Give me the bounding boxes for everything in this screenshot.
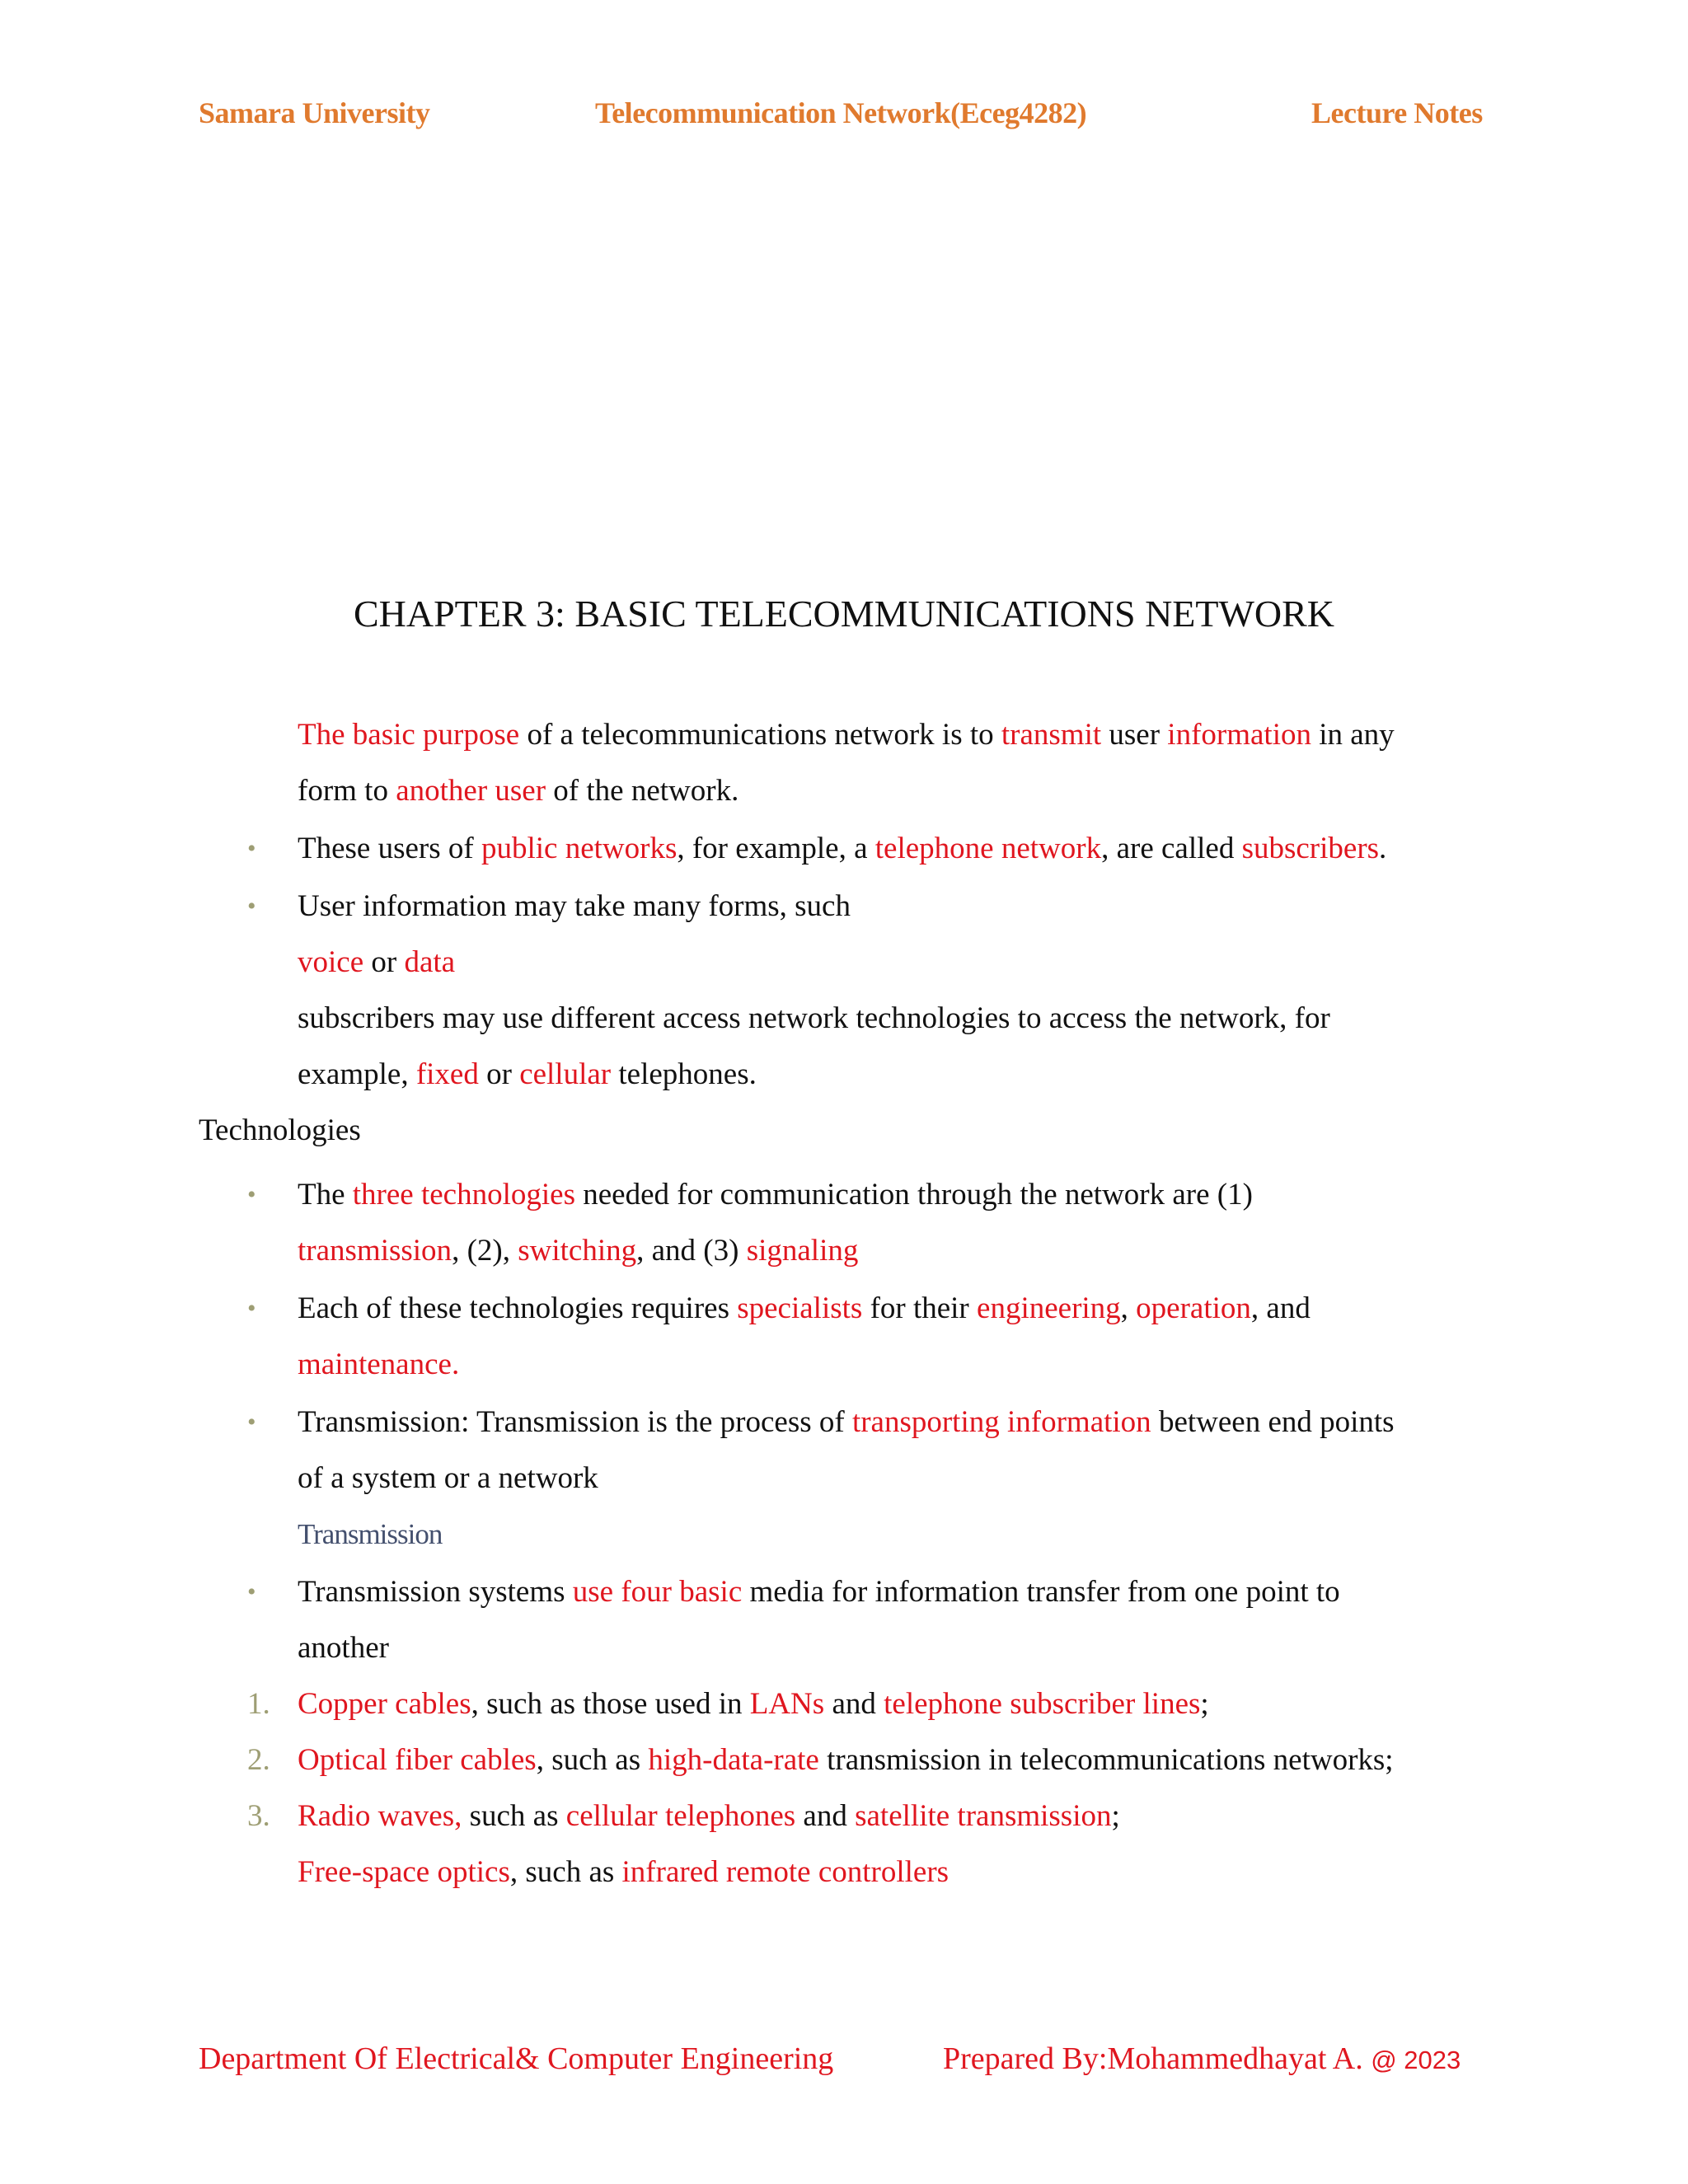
- highlight-text: signaling: [746, 1234, 859, 1268]
- body-text: , and: [1250, 1291, 1311, 1325]
- body-text: between end points: [1151, 1405, 1395, 1439]
- bullet-marker: •: [247, 1181, 256, 1208]
- body-text: or: [363, 945, 405, 979]
- body-text: and: [824, 1687, 884, 1721]
- body-text: of a telecommunications network is to: [519, 718, 1001, 752]
- highlight-text: telephone subscriber lines: [884, 1687, 1201, 1721]
- body-text: needed for communication through the network are (1): [574, 1178, 1253, 1212]
- bullet-marker: •: [247, 835, 256, 862]
- list-number: 1.: [247, 1687, 270, 1721]
- paragraph-line: subscribers may use different access network technologies to access the network, for: [298, 1001, 1330, 1035]
- highlight-text: specialists: [737, 1291, 863, 1325]
- highlight-text: another user: [396, 774, 546, 808]
- body-text: ;: [1200, 1687, 1209, 1721]
- body-text: such as: [462, 1799, 566, 1833]
- body-text: form to: [298, 774, 396, 808]
- paragraph-line: [298, 1231, 858, 1271]
- highlight-text: switching: [518, 1234, 637, 1268]
- paragraph-line: of a system or a network: [298, 1461, 598, 1495]
- body-text: ;: [1111, 1799, 1120, 1833]
- list-item: [298, 1741, 1394, 1780]
- body-text: The: [298, 1178, 353, 1212]
- paragraph-line: [298, 1055, 757, 1094]
- body-text: of the network.: [546, 774, 739, 808]
- list-number: 3.: [247, 1799, 270, 1833]
- highlight-text: Optical fiber cables: [298, 1743, 537, 1777]
- body-text: media for information transfer from one point to: [742, 1575, 1340, 1609]
- highlight-text: public networks: [481, 832, 678, 865]
- body-text: for their: [862, 1291, 978, 1325]
- highlight-text: information: [1167, 718, 1311, 752]
- paragraph-line: [298, 943, 455, 982]
- body-text: , are called: [1101, 832, 1242, 865]
- highlight-text: operation: [1136, 1291, 1251, 1325]
- highlight-text: voice: [298, 945, 364, 979]
- footer-prepared-by: Prepared By:Mohammedhayat A.: [943, 2041, 1363, 2076]
- bullet-marker: •: [247, 1578, 256, 1605]
- body-text: in any: [1311, 718, 1395, 752]
- body-text: , for example, a: [677, 832, 875, 865]
- body-text: These users of: [298, 832, 481, 865]
- body-text: , such as: [536, 1743, 649, 1777]
- bullet-marker: •: [247, 1295, 256, 1322]
- list-number: 2.: [247, 1743, 270, 1777]
- body-text: telephones.: [611, 1057, 757, 1091]
- body-text: .: [1379, 832, 1387, 865]
- list-item: [298, 1685, 1209, 1724]
- header-course: Telecommunication Network(Eceg4282): [595, 96, 1087, 129]
- highlight-text: Radio waves,: [298, 1799, 462, 1833]
- header-lecture-notes: Lecture Notes: [1311, 96, 1483, 129]
- header-university: Samara University: [199, 96, 430, 129]
- highlight-text: cellular telephones: [565, 1799, 796, 1833]
- highlight-text: data: [404, 945, 456, 979]
- paragraph-line: another: [298, 1631, 389, 1665]
- body-text: example,: [298, 1057, 416, 1091]
- footer-year: @ 2023: [1371, 2046, 1461, 2074]
- bullet-marker: •: [247, 1408, 256, 1436]
- highlight-text: three technologies: [352, 1178, 575, 1212]
- body-text: transmission in telecommunications networks;: [818, 1743, 1394, 1777]
- highlight-text: The basic purpose: [298, 718, 520, 752]
- highlight-text: fixed: [415, 1057, 479, 1091]
- bullet-item: [298, 1289, 1311, 1329]
- highlight-text: high-data-rate: [648, 1743, 819, 1777]
- highlight-text: cellular: [519, 1057, 612, 1091]
- chapter-title: CHAPTER 3: BASIC TELECOMMUNICATIONS NETWORK: [353, 593, 1335, 635]
- footer-department: Department Of Electrical& Computer Engineering: [199, 2041, 834, 2076]
- body-text: and: [795, 1799, 856, 1833]
- body-text: Transmission: Transmission is the process of: [298, 1405, 852, 1439]
- paragraph-line: [298, 771, 738, 811]
- body-text: Transmission systems: [298, 1575, 573, 1609]
- bullet-marker: •: [247, 893, 256, 920]
- highlight-text: use four basic: [572, 1575, 743, 1609]
- body-text: Each of these technologies requires: [298, 1291, 738, 1325]
- section-heading-technologies: Technologies: [199, 1113, 361, 1147]
- bullet-item: [298, 1403, 1395, 1442]
- highlight-text: transporting information: [851, 1405, 1151, 1439]
- list-item: [298, 1797, 1120, 1836]
- subheading-transmission: Transmission: [298, 1518, 443, 1550]
- highlight-text: satellite transmission: [855, 1799, 1112, 1833]
- highlight-text: LANs: [749, 1687, 825, 1721]
- body-text: , such as those used in: [471, 1687, 750, 1721]
- body-text: , and (3): [636, 1234, 747, 1268]
- body-text: user: [1101, 718, 1168, 752]
- footer-author: [943, 2041, 1461, 2077]
- highlight-text: engineering: [977, 1291, 1121, 1325]
- highlight-text: transmission: [298, 1234, 452, 1268]
- bullet-item: User information may take many forms, such: [298, 889, 851, 923]
- highlight-text: Free-space optics: [298, 1855, 510, 1889]
- body-text: , such as: [509, 1855, 622, 1889]
- highlight-text: transmit: [1001, 718, 1102, 752]
- paragraph-line: maintenance.: [298, 1347, 460, 1381]
- body-text: or: [478, 1057, 520, 1091]
- paragraph-line: [298, 715, 1395, 755]
- body-text: , (2),: [452, 1234, 518, 1268]
- paragraph-line: [298, 1853, 949, 1892]
- highlight-text: subscribers: [1241, 832, 1380, 865]
- body-text: ,: [1120, 1291, 1137, 1325]
- highlight-text: infrared remote controllers: [621, 1855, 950, 1889]
- highlight-text: telephone network: [874, 832, 1102, 865]
- bullet-item: [298, 1572, 1340, 1612]
- bullet-item: [298, 829, 1386, 869]
- highlight-text: Copper cables: [298, 1687, 471, 1721]
- bullet-item: [298, 1175, 1253, 1215]
